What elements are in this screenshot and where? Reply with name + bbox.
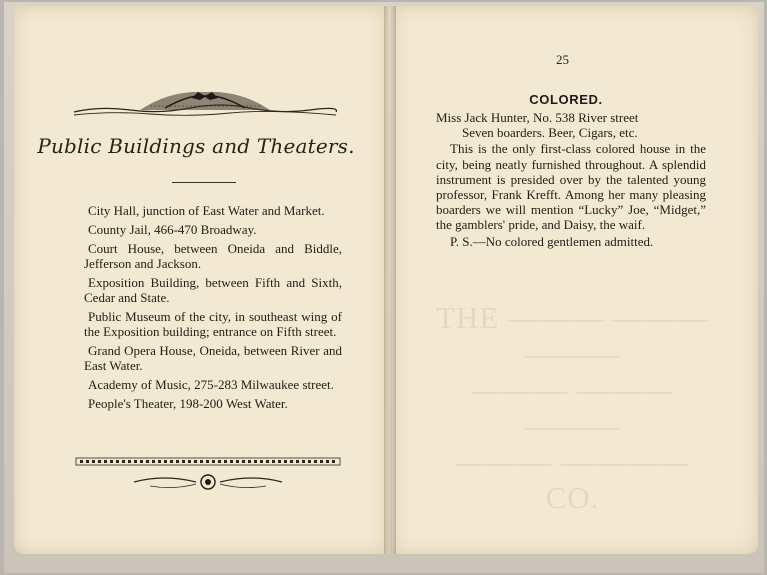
list-item: Grand Opera House, Oneida, between River and East Water. <box>84 343 342 373</box>
list-item: City Hall, junction of East Water and Market. <box>88 203 325 218</box>
book-gutter <box>384 6 396 554</box>
listing-details-line: Seven boarders. Beer, Cigars, etc. <box>462 125 638 141</box>
listing-name-line: Miss Jack Hunter, No. 538 River street <box>436 110 639 125</box>
heading-rule <box>172 182 236 183</box>
list-item: Court House, between Oneida and Biddle, Jefferson and Jackson. <box>84 241 342 271</box>
page-number: 25 <box>556 52 569 67</box>
list-item: People's Theater, 198-200 West Water. <box>88 396 288 411</box>
listing-description: This is the only first-class colored house in the city, being neatly furnished throughout. A splendid instrument is presided over by the talented young professor, Frank Krefft. Among her many pleasing boarders we will mention “Lucky” Joe, “Midget,” the gamblers' pride, and Daisy, the waif. <box>436 141 706 233</box>
list-item: Exposition Building, between Fifth and Sixth, Cedar and State. <box>84 275 342 305</box>
ornament-headpiece-icon <box>70 84 340 120</box>
section-title: COLORED. <box>529 92 603 107</box>
buildings-list <box>84 203 342 415</box>
listing-postscript: P. S.—No colored gentlemen admitted. <box>450 233 654 249</box>
bleed-through-text: THE ——— ——— ——— ——— ——— ——— ——— ———— CO. <box>436 300 709 515</box>
listing-body <box>436 110 706 249</box>
ornament-tailpiece-icon <box>74 456 342 496</box>
list-item: County Jail, 466-470 Broadway. <box>88 222 257 237</box>
left-page-heading: Public Buildings and Theaters. <box>37 134 355 158</box>
list-item: Public Museum of the city, in southeast wing of the Exposition building; entrance on Fifth street. <box>84 309 342 339</box>
list-item: Academy of Music, 275-283 Milwaukee street. <box>88 377 334 392</box>
